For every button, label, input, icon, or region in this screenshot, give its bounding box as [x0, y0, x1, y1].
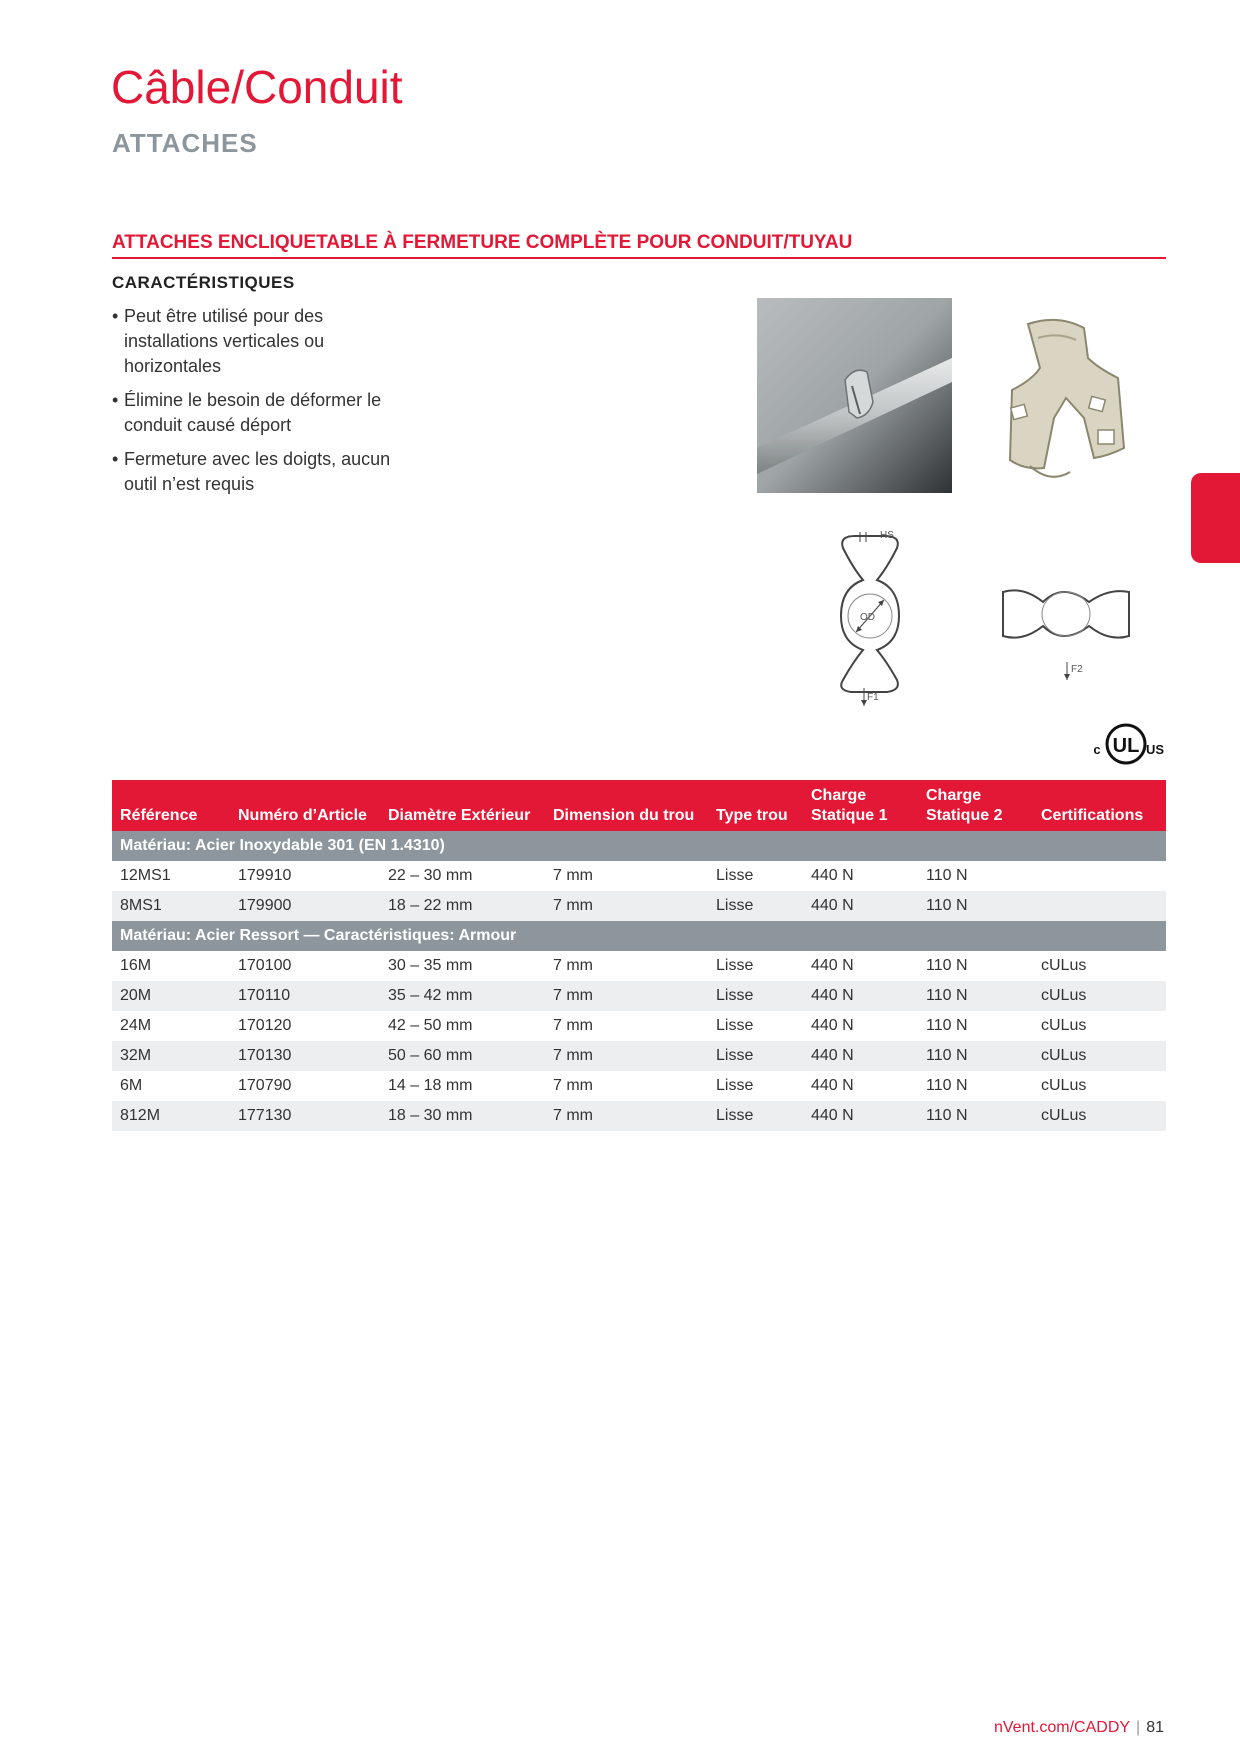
table-cell: 179910	[238, 867, 292, 884]
feature-item: • Élimine le besoin de déformer le conduit causé déport	[112, 388, 412, 438]
table-cell: Lisse	[716, 867, 754, 884]
page-title: Câble/Conduit	[111, 61, 403, 113]
table-cell: 12MS1	[120, 867, 171, 884]
table-cell: 35 – 42 mm	[380, 981, 545, 1011]
table-row	[112, 951, 1166, 981]
table-cell: 440 N	[811, 1077, 854, 1094]
table-cell: Lisse	[708, 981, 803, 1011]
table-cell: 18 – 22 mm	[380, 891, 545, 921]
table-cell: Lisse	[716, 957, 754, 974]
table-cell: 7 mm	[545, 981, 708, 1011]
table-header-row	[112, 780, 1166, 831]
section-divider	[112, 257, 1166, 259]
table-cell: cULus	[1033, 1041, 1166, 1071]
table-cell: 22 – 30 mm	[388, 867, 473, 884]
group-label: Matériau: Acier Ressort — Caractéristiques: Armour	[112, 921, 1166, 951]
footer-separator: |	[1136, 1719, 1141, 1736]
footer	[994, 1720, 1164, 1736]
header-hole: Dimension du trou	[553, 807, 695, 824]
table-cell: 16M	[120, 957, 152, 974]
footer-url[interactable]: nVent.com/CADDY	[993, 1719, 1131, 1736]
table-cell: 110 N	[918, 891, 1033, 921]
technical-drawing-front	[818, 528, 933, 708]
table-cell: 440 N	[803, 891, 918, 921]
table-cell: 110 N	[926, 1017, 968, 1034]
table-row	[112, 1101, 1166, 1131]
table-cell: 8MS1	[112, 891, 230, 921]
table-cell: 170120	[238, 1017, 292, 1034]
table-cell: Lisse	[716, 1017, 754, 1034]
specifications-table	[112, 780, 1166, 1131]
table-cell: 24M	[120, 1017, 152, 1034]
ul-center-text: UL	[1112, 735, 1140, 757]
table-cell: 440 N	[803, 1041, 918, 1071]
technical-drawing-side	[995, 582, 1140, 682]
table-cell: Lisse	[716, 1077, 754, 1094]
table-row	[112, 1041, 1166, 1071]
table-cell: 440 N	[811, 957, 854, 974]
table-group-row	[112, 921, 1166, 951]
table-cell: 440 N	[811, 1017, 854, 1034]
table-cell: 440 N	[803, 1101, 918, 1131]
page-subtitle: ATTACHES	[112, 128, 258, 158]
ul-right-text: US	[1145, 742, 1164, 757]
header-reference: Référence	[120, 807, 198, 824]
table-cell: cULus	[1033, 981, 1166, 1011]
table-cell: cULus	[1033, 1101, 1166, 1131]
table-cell: 14 – 18 mm	[388, 1077, 473, 1094]
table-cell: 177130	[230, 1101, 380, 1131]
table-cell: 7 mm	[545, 1101, 708, 1131]
features-list	[112, 304, 412, 506]
table-cell: Lisse	[708, 1101, 803, 1131]
table-row	[112, 981, 1166, 1011]
table-cell	[1033, 891, 1166, 921]
table-cell: 170110	[230, 981, 380, 1011]
table-cell: 110 N	[926, 957, 968, 974]
table-cell: cULus	[1041, 957, 1087, 974]
group-label: Matériau: Acier Inoxydable 301 (EN 1.4310)	[112, 831, 1166, 861]
table-cell: 20M	[112, 981, 230, 1011]
table-cell: 110 N	[918, 981, 1033, 1011]
table-row	[112, 1071, 1166, 1101]
page-number: 81	[1146, 1719, 1164, 1736]
table-cell: 6M	[120, 1077, 143, 1094]
table-cell: 7 mm	[545, 1041, 708, 1071]
header-type: Type trou	[716, 807, 788, 824]
header-diameter: Diamètre Extérieur	[388, 807, 531, 824]
feature-item: • Fermeture avec les doigts, aucun outil n’est requis	[112, 447, 412, 497]
installation-photo	[757, 298, 952, 493]
table-row	[112, 1011, 1166, 1041]
table-cell: 170790	[238, 1077, 292, 1094]
cul-us-logo	[1088, 722, 1164, 766]
header-article: Numéro d’Article	[238, 807, 367, 824]
od-label: OD	[860, 612, 875, 623]
hs-label: HS	[880, 530, 894, 541]
table-cell: cULus	[1041, 1077, 1087, 1094]
table-cell: 50 – 60 mm	[380, 1041, 545, 1071]
f1-label: F1	[867, 692, 879, 703]
table-cell: 7 mm	[553, 1017, 593, 1034]
table-cell: 7 mm	[553, 957, 593, 974]
header-load1: Charge Statique 1	[811, 787, 888, 824]
table-cell: Lisse	[708, 891, 803, 921]
header-certifications: Certifications	[1041, 807, 1144, 824]
table-cell: 170130	[230, 1041, 380, 1071]
table-cell: 110 N	[926, 1077, 968, 1094]
table-cell: 179900	[230, 891, 380, 921]
table-cell: 32M	[112, 1041, 230, 1071]
table-cell	[1033, 861, 1166, 891]
table-cell: 170100	[238, 957, 292, 974]
table-cell: 110 N	[918, 1041, 1033, 1071]
table-row	[112, 891, 1166, 921]
table-cell: 30 – 35 mm	[388, 957, 473, 974]
table-cell: 7 mm	[545, 891, 708, 921]
table-cell: 42 – 50 mm	[388, 1017, 473, 1034]
f2-label: F2	[1071, 664, 1083, 675]
table-cell: 440 N	[803, 981, 918, 1011]
table-cell: 18 – 30 mm	[380, 1101, 545, 1131]
table-cell: 7 mm	[553, 1077, 593, 1094]
table-cell: cULus	[1041, 1017, 1087, 1034]
table-cell: 812M	[112, 1101, 230, 1131]
table-cell: 110 N	[926, 867, 968, 884]
chapter-tab	[1191, 473, 1240, 563]
product-photo	[990, 318, 1130, 486]
feature-item: • Peut être utilisé pour des installations verticales ou horizontales	[112, 304, 412, 379]
header-load2: Charge Statique 2	[926, 787, 1003, 824]
table-cell: 7 mm	[553, 867, 593, 884]
features-heading: CARACTÉRISTIQUES	[112, 273, 295, 292]
table-cell: Lisse	[708, 1041, 803, 1071]
ul-left-text: c	[1093, 742, 1101, 757]
table-cell: 440 N	[811, 867, 854, 884]
table-row	[112, 861, 1166, 891]
section-title: ATTACHES ENCLIQUETABLE À FERMETURE COMPLÈTE POUR CONDUIT/TUYAU	[112, 232, 853, 253]
table-group-row	[112, 831, 1166, 861]
table-cell: 110 N	[918, 1101, 1033, 1131]
